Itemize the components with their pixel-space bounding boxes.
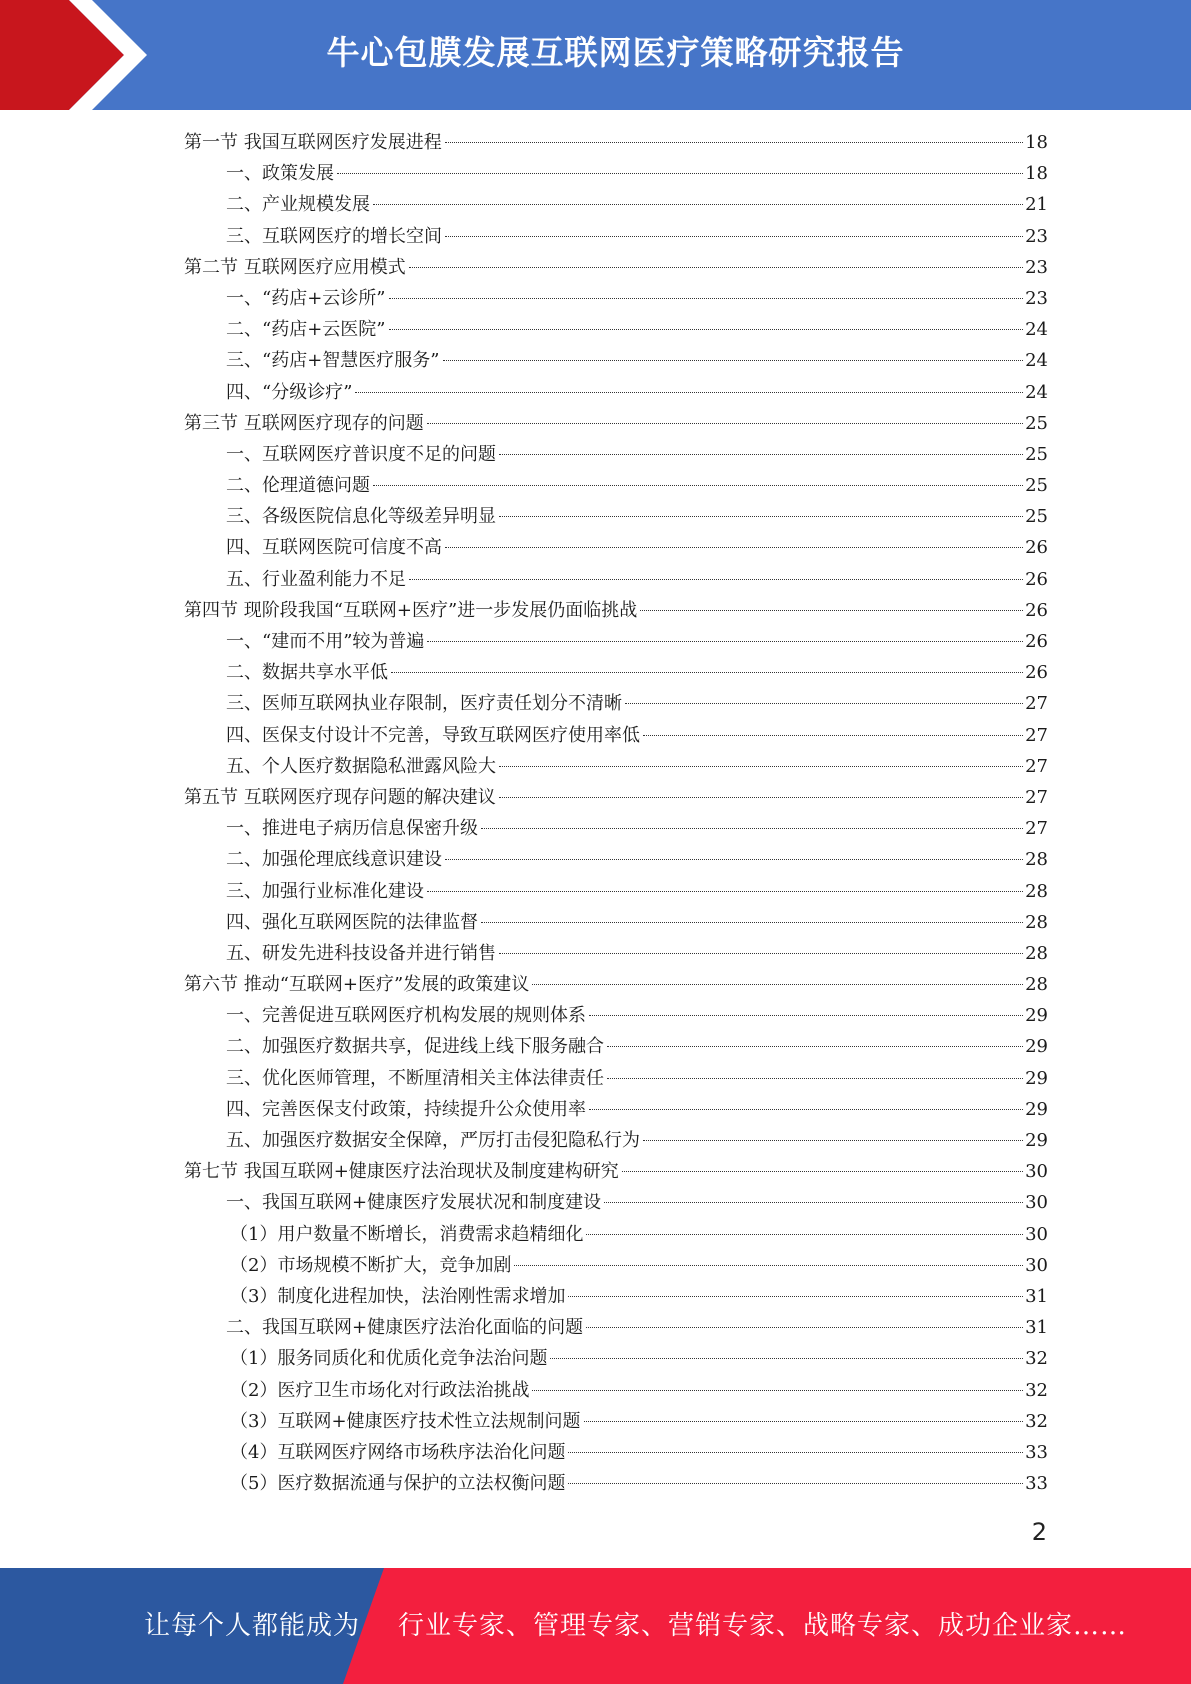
toc-entry-title: 一、完善促进互联网医疗机构发展的规则体系 (226, 1005, 586, 1027)
toc-section-entry[interactable] (184, 782, 1048, 813)
toc-dot-leader (589, 1109, 1023, 1110)
toc-dot-leader (499, 797, 1023, 798)
toc-entry-page: 27 (1025, 755, 1048, 777)
toc-entry-page: 33 (1025, 1441, 1048, 1463)
toc-entry-page: 25 (1025, 443, 1048, 465)
toc-entry-page: 24 (1025, 350, 1048, 372)
report-title: 牛心包膜发展互联网医疗策略研究报告 (326, 33, 905, 72)
toc-entry-page: 23 (1025, 287, 1048, 309)
toc-entry-title: （5）医疗数据流通与保护的立法权衡问题 (230, 1473, 566, 1495)
toc-entry-page: 21 (1025, 194, 1048, 216)
toc-entry-page: 32 (1025, 1379, 1048, 1401)
toc-dot-leader (445, 236, 1023, 237)
toc-dot-leader (568, 1452, 1023, 1453)
toc-entry-page: 26 (1025, 662, 1048, 684)
toc-entry-title: 一、互联网医疗普识度不足的问题 (226, 443, 496, 465)
toc-entry-title: 四、互联网医院可信度不高 (226, 537, 442, 559)
toc-dot-leader (355, 392, 1023, 393)
toc-entry-title: 一、“药店+云诊所” (226, 287, 386, 309)
toc-entry-title: 五、研发先进科技设备并进行销售 (226, 942, 496, 964)
toc-entry-title: （4）互联网医疗网络市场秩序法治化问题 (230, 1441, 566, 1463)
table-of-contents (184, 127, 1048, 1499)
toc-entry-page: 31 (1025, 1317, 1048, 1339)
toc-entry-page: 30 (1025, 1192, 1048, 1214)
toc-subsection-entry[interactable] (184, 1468, 1048, 1499)
toc-section-entry[interactable] (184, 252, 1048, 283)
toc-dot-leader (337, 173, 1023, 174)
toc-subsection-entry[interactable] (184, 1312, 1048, 1343)
toc-dot-leader (373, 485, 1023, 486)
toc-entry-title: 第七节 我国互联网+健康医疗法治现状及制度建构研究 (184, 1161, 619, 1183)
toc-entry-title: 第三节 互联网医疗现存的问题 (184, 412, 424, 434)
toc-entry-page: 18 (1025, 163, 1048, 185)
toc-dot-leader (625, 703, 1023, 704)
toc-entry-page: 28 (1025, 911, 1048, 933)
toc-subsection-entry[interactable] (184, 938, 1048, 969)
toc-entry-title: 三、各级医院信息化等级差异明显 (226, 506, 496, 528)
toc-entry-page: 30 (1025, 1223, 1048, 1245)
toc-entry-title: 五、行业盈利能力不足 (226, 568, 406, 590)
toc-entry-title: 三、互联网医疗的增长空间 (226, 225, 442, 247)
toc-subsection-entry[interactable] (184, 1000, 1048, 1031)
toc-dot-leader (481, 922, 1023, 923)
toc-entry-page: 26 (1025, 568, 1048, 590)
toc-dot-leader (532, 1390, 1023, 1391)
toc-entry-title: 一、“建而不用”较为普遍 (226, 631, 425, 652)
toc-entry-title: 第二节 互联网医疗应用模式 (184, 256, 406, 278)
toc-subsection-entry[interactable] (184, 688, 1048, 719)
toc-entry-title: 二、我国互联网+健康医疗法治化面临的问题 (226, 1317, 584, 1339)
toc-dot-leader (499, 516, 1023, 517)
toc-subsection-entry[interactable] (184, 626, 1048, 657)
toc-subsection-entry[interactable] (184, 158, 1048, 189)
toc-dot-leader (568, 1483, 1023, 1484)
toc-section-entry[interactable] (184, 408, 1048, 439)
toc-subsection-entry[interactable] (184, 283, 1048, 314)
toc-entry-title: 二、加强医疗数据共享，促进线上线下服务融合 (226, 1036, 604, 1058)
toc-subsection-entry[interactable] (184, 1406, 1048, 1437)
toc-entry-title: 四、“分级诊疗” (226, 381, 353, 403)
toc-entry-title: 第六节 推动“互联网+医疗”发展的政策建议 (184, 974, 530, 996)
toc-entry-page: 24 (1025, 381, 1048, 403)
toc-subsection-entry[interactable] (184, 1187, 1048, 1218)
toc-entry-page: 26 (1025, 537, 1048, 559)
toc-section-entry[interactable] (184, 969, 1048, 1000)
toc-entry-title: （3）制度化进程加快，法治刚性需求增加 (230, 1285, 566, 1307)
toc-dot-leader (514, 1265, 1023, 1266)
toc-entry-title: 四、医保支付设计不完善，导致互联网医疗使用率低 (226, 724, 640, 746)
toc-entry-title: 三、医师互联网执业存限制，医疗责任划分不清晰 (226, 693, 622, 715)
toc-dot-leader (640, 610, 1023, 611)
toc-entry-title: （3）互联网+健康医疗技术性立法规制问题 (230, 1410, 581, 1432)
toc-entry-page: 29 (1025, 1005, 1048, 1027)
toc-entry-page: 29 (1025, 1067, 1048, 1089)
toc-subsection-entry[interactable] (184, 876, 1048, 907)
toc-dot-leader (586, 1234, 1023, 1235)
toc-entry-title: 二、“药店+云医院” (226, 319, 386, 341)
toc-entry-page: 29 (1025, 1130, 1048, 1151)
toc-subsection-entry[interactable] (184, 314, 1048, 345)
report-header (0, 0, 1191, 110)
toc-entry-title: （2）市场规模不断扩大，竞争加剧 (230, 1254, 512, 1276)
toc-entry-page: 28 (1025, 942, 1048, 964)
toc-dot-leader (481, 828, 1023, 829)
toc-entry-page: 28 (1025, 974, 1048, 996)
toc-dot-leader (607, 1046, 1023, 1047)
toc-dot-leader (499, 953, 1023, 954)
toc-entry-title: 第五节 互联网医疗现存问题的解决建议 (184, 786, 496, 808)
toc-entry-title: 一、推进电子病历信息保密升级 (226, 818, 478, 840)
toc-dot-leader (391, 672, 1023, 673)
toc-entry-title: 四、强化互联网医院的法律监督 (226, 911, 478, 933)
toc-dot-leader (389, 298, 1024, 299)
toc-section-entry[interactable] (184, 127, 1048, 158)
toc-dot-leader (373, 204, 1023, 205)
toc-dot-leader (389, 329, 1024, 330)
toc-dot-leader (443, 360, 1024, 361)
toc-subsection-entry[interactable] (184, 377, 1048, 408)
toc-entry-title: 第四节 现阶段我国“互联网+医疗”进一步发展仍面临挑战 (184, 599, 638, 621)
toc-dot-leader (499, 454, 1023, 455)
toc-subsection-entry[interactable] (184, 907, 1048, 938)
toc-subsection-entry[interactable] (184, 564, 1048, 595)
toc-entry-title: 一、政策发展 (226, 163, 334, 185)
toc-dot-leader (409, 267, 1023, 268)
toc-entry-title: 三、加强行业标准化建设 (226, 880, 424, 902)
toc-dot-leader (589, 1015, 1023, 1016)
toc-entry-page: 32 (1025, 1410, 1048, 1432)
footer-slogan-right: 行业专家、管理专家、营销专家、战略专家、成功企业家…… (398, 1611, 1128, 1641)
toc-dot-leader (409, 579, 1023, 580)
toc-entry-page: 25 (1025, 475, 1048, 497)
toc-entry-page: 30 (1025, 1254, 1048, 1276)
toc-entry-page: 28 (1025, 880, 1048, 902)
toc-subsection-entry[interactable] (184, 844, 1048, 875)
toc-section-entry[interactable] (184, 1156, 1048, 1187)
toc-entry-page: 26 (1025, 631, 1048, 652)
header-red-arrow (0, 0, 140, 110)
toc-subsection-entry[interactable] (184, 1125, 1048, 1156)
toc-dot-leader (445, 142, 1023, 143)
toc-subsection-entry[interactable] (184, 1437, 1048, 1468)
toc-entry-page: 31 (1025, 1285, 1048, 1307)
toc-entry-page: 23 (1025, 225, 1048, 247)
toc-section-entry[interactable] (184, 595, 1048, 626)
toc-entry-title: 第一节 我国互联网医疗发展进程 (184, 132, 442, 153)
toc-subsection-entry[interactable] (184, 189, 1048, 220)
toc-dot-leader (445, 859, 1023, 860)
toc-subsection-entry[interactable] (184, 1031, 1048, 1062)
toc-dot-leader (499, 766, 1023, 767)
toc-entry-page: 29 (1025, 1036, 1048, 1058)
toc-subsection-entry[interactable] (184, 345, 1048, 376)
toc-dot-leader (427, 891, 1023, 892)
toc-dot-leader (604, 1202, 1023, 1203)
toc-subsection-entry[interactable] (184, 501, 1048, 532)
toc-entry-page: 18 (1025, 132, 1048, 153)
toc-subsection-entry[interactable] (184, 1281, 1048, 1312)
toc-dot-leader (532, 984, 1023, 985)
toc-entry-page: 30 (1025, 1161, 1048, 1183)
toc-subsection-entry[interactable] (184, 532, 1048, 563)
toc-entry-page: 32 (1025, 1348, 1048, 1370)
toc-entry-page: 27 (1025, 786, 1048, 808)
toc-entry-page: 27 (1025, 724, 1048, 746)
toc-dot-leader (622, 1171, 1023, 1172)
toc-entry-title: 二、加强伦理底线意识建设 (226, 849, 442, 871)
toc-entry-title: 二、数据共享水平低 (226, 662, 388, 684)
toc-entry-page: 25 (1025, 412, 1048, 434)
toc-subsection-entry[interactable] (184, 720, 1048, 751)
toc-entry-title: 二、伦理道德问题 (226, 475, 370, 497)
toc-entry-page: 27 (1025, 693, 1048, 715)
toc-subsection-entry[interactable] (184, 470, 1048, 501)
toc-subsection-entry[interactable] (184, 221, 1048, 252)
toc-subsection-entry[interactable] (184, 1063, 1048, 1094)
toc-entry-title: （2）医疗卫生市场化对行政法治挑战 (230, 1379, 530, 1401)
toc-entry-title: 五、加强医疗数据安全保障，严厉打击侵犯隐私行为 (226, 1130, 640, 1151)
toc-dot-leader (584, 1421, 1024, 1422)
toc-subsection-entry[interactable] (184, 1094, 1048, 1125)
toc-subsection-entry[interactable] (184, 1219, 1048, 1250)
toc-dot-leader (568, 1296, 1023, 1297)
toc-entry-page: 27 (1025, 818, 1048, 840)
toc-subsection-entry[interactable] (184, 657, 1048, 688)
toc-entry-page: 23 (1025, 256, 1048, 278)
toc-entry-title: 五、个人医疗数据隐私泄露风险大 (226, 755, 496, 777)
toc-entry-title: 四、完善医保支付政策，持续提升公众使用率 (226, 1098, 586, 1120)
toc-entry-title: 三、“药店+智慧医疗服务” (226, 350, 440, 372)
toc-entry-page: 24 (1025, 319, 1048, 341)
toc-subsection-entry[interactable] (184, 1343, 1048, 1374)
toc-dot-leader (427, 641, 1023, 642)
toc-entry-title: （1）服务同质化和优质化竞争法治问题 (230, 1348, 548, 1370)
toc-dot-leader (643, 1140, 1023, 1141)
toc-entry-page: 29 (1025, 1098, 1048, 1120)
toc-dot-leader (607, 1078, 1023, 1079)
toc-entry-title: 二、产业规模发展 (226, 194, 370, 216)
toc-dot-leader (427, 423, 1023, 424)
toc-dot-leader (643, 735, 1023, 736)
page-number: 2 (1031, 1518, 1047, 1546)
toc-entry-page: 26 (1025, 599, 1048, 621)
toc-subsection-entry[interactable] (184, 439, 1048, 470)
footer-slogan-left: 让每个人都能成为 (144, 1611, 361, 1641)
toc-dot-leader (586, 1327, 1023, 1328)
page-footer (0, 1568, 1191, 1684)
toc-entry-page: 33 (1025, 1473, 1048, 1495)
toc-entry-page: 25 (1025, 506, 1048, 528)
toc-subsection-entry[interactable] (184, 1375, 1048, 1406)
toc-subsection-entry[interactable] (184, 751, 1048, 782)
toc-dot-leader (550, 1358, 1023, 1359)
toc-dot-leader (445, 547, 1023, 548)
toc-entry-page: 28 (1025, 849, 1048, 871)
toc-entry-title: （1）用户数量不断增长，消费需求趋精细化 (230, 1223, 584, 1245)
toc-entry-title: 三、优化医师管理，不断厘清相关主体法律责任 (226, 1067, 604, 1089)
toc-entry-title: 一、我国互联网+健康医疗发展状况和制度建设 (226, 1192, 602, 1214)
toc-subsection-entry[interactable] (184, 813, 1048, 844)
toc-subsection-entry[interactable] (184, 1250, 1048, 1281)
